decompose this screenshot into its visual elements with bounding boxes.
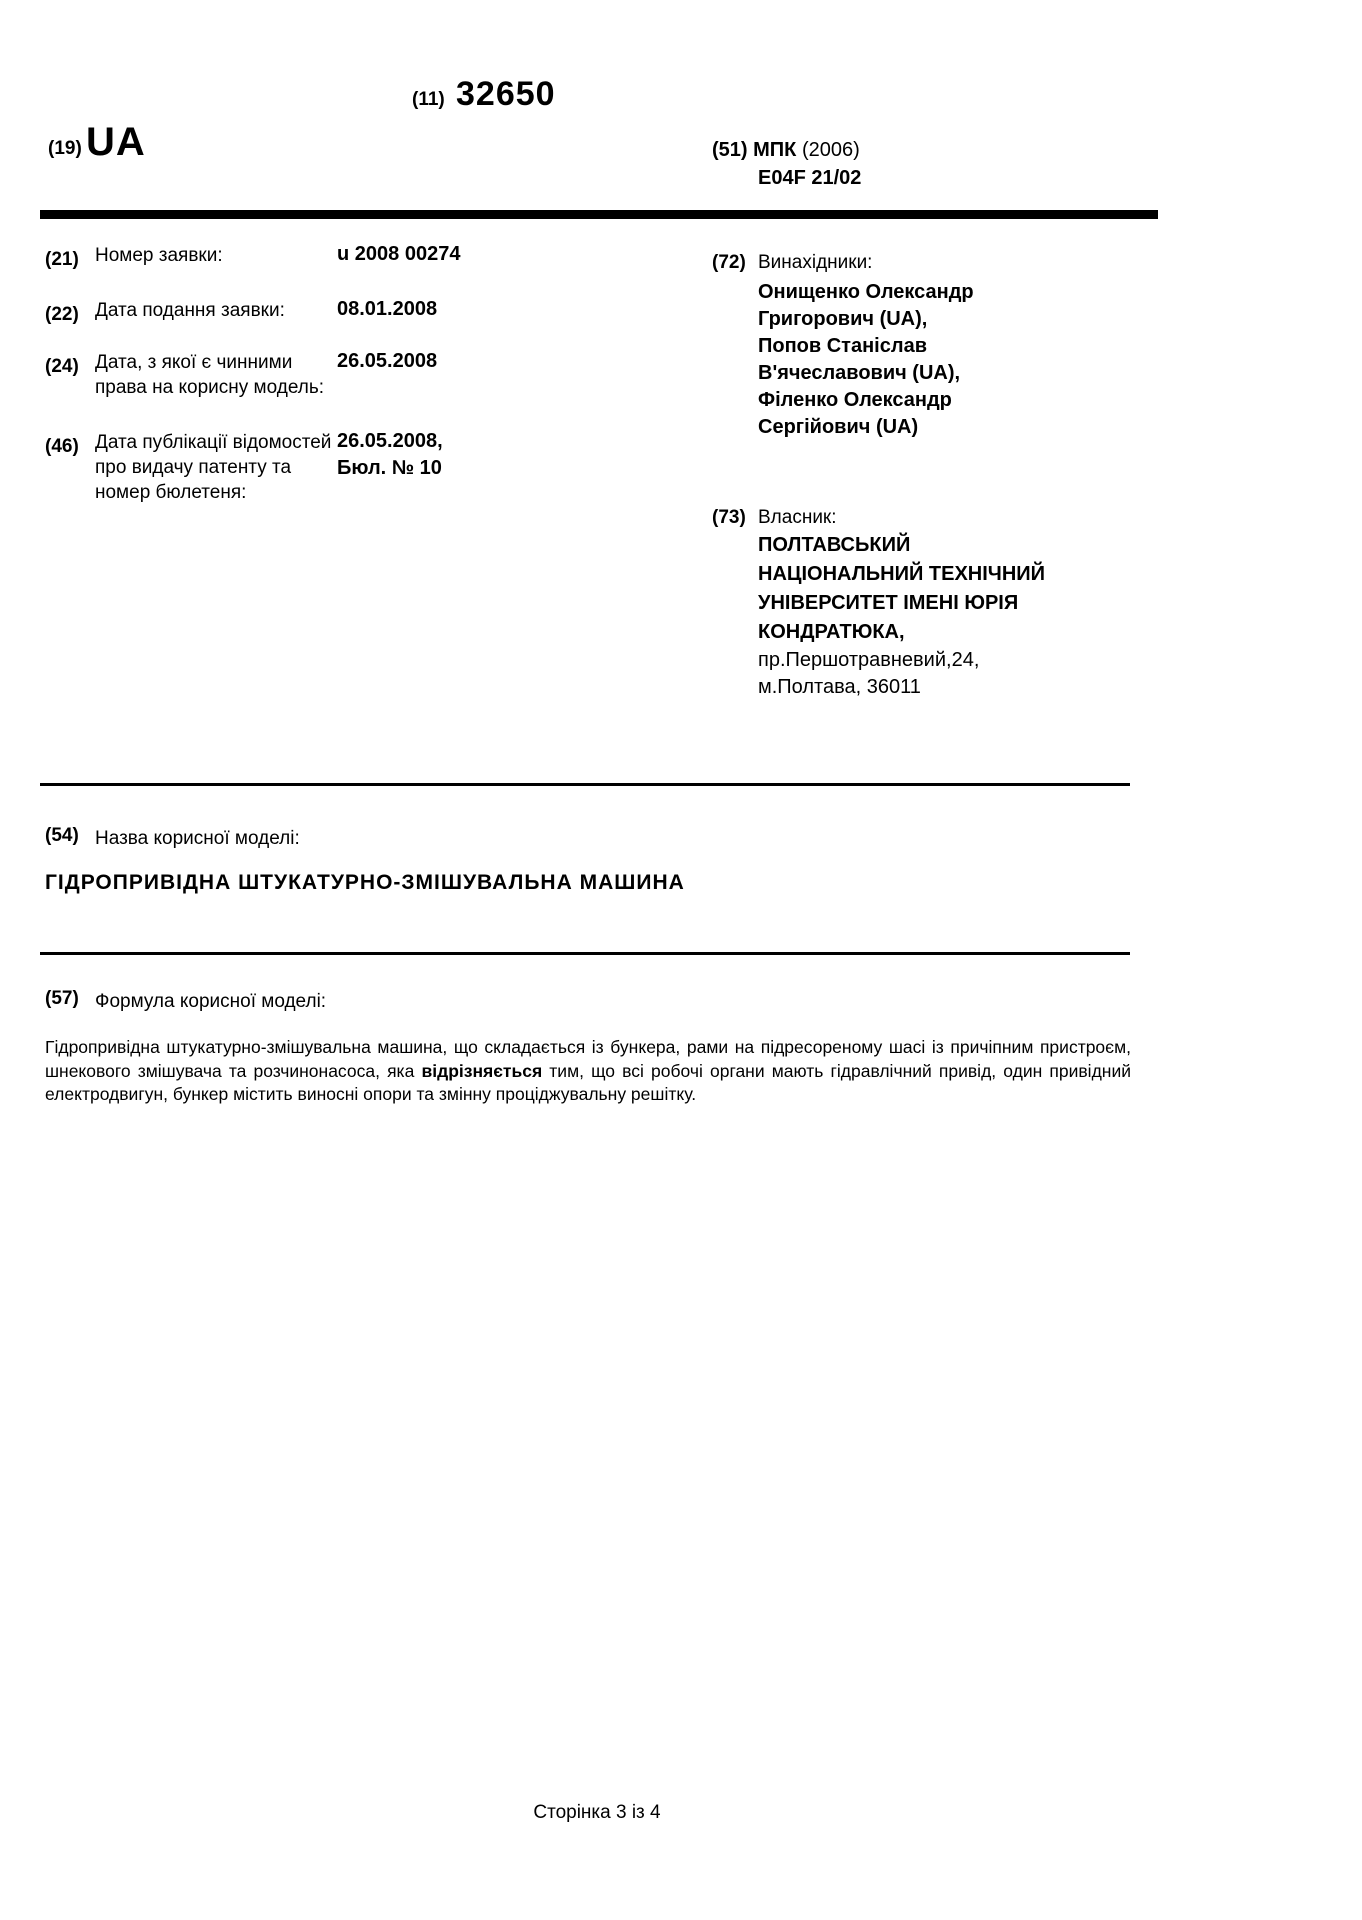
inid-code-73: (73) [712, 507, 746, 528]
inid-code-54: (54) [45, 825, 79, 846]
field-code-24: (24) [45, 356, 79, 377]
field-label-line: Номер заявки: [95, 245, 223, 266]
section-divider-rule [40, 952, 1130, 955]
field-label-46 [95, 430, 331, 505]
field-value-46 [337, 428, 443, 482]
ipc-header-line [712, 140, 860, 160]
claims-section-label: Формула корисної моделі: [95, 991, 327, 1012]
inventor-name-line: Попов Станіслав [758, 335, 927, 357]
inventor-name-line: Онищенко Олександр [758, 281, 974, 303]
title-section-label: Назва корисної моделі: [95, 828, 300, 849]
field-value-line: u 2008 00274 [337, 243, 461, 265]
inid-code-57: (57) [45, 988, 79, 1009]
inid-11-label: (11) [412, 89, 445, 110]
inventors-list [758, 279, 1130, 441]
field-code-21: (21) [45, 249, 79, 270]
owner-name-line: ПОЛТАВСЬКИЙ [758, 534, 911, 556]
owner-address-line: м.Полтава, 36011 [758, 676, 921, 698]
field-label-line: про видачу патенту та [95, 457, 292, 478]
ipc-label: МПК [753, 139, 797, 161]
claims-text [45, 1036, 1131, 1107]
ipc-year: (2006) [801, 139, 860, 161]
inid-51-label: (51) [712, 139, 748, 161]
header-rule [40, 210, 1158, 219]
field-value-22 [337, 296, 437, 323]
field-value-21 [337, 241, 460, 268]
inventor-name-line: В'ячеславович (UA), [758, 362, 961, 384]
field-label-line: номер бюлетеня: [95, 482, 247, 503]
ipc-class: E04F 21/02 [758, 167, 862, 189]
owner-address-line: пр.Першотравневий,24, [758, 649, 980, 671]
inid-code-11 [412, 90, 445, 110]
inventors-label: Винахідники: [758, 252, 873, 273]
claims-text-before: Гідропривідна штукатурно-змішувальна машина, що складається із бункера, рами на підресореному шасі із причіпним пристроєм, шнекового змішувача та розчинонасоса, яка [45, 1037, 1131, 1081]
owner-block [758, 531, 1130, 701]
field-label-line: Дата подання заявки: [95, 300, 285, 321]
field-label-24 [95, 350, 324, 400]
claims-text-bold: відрізняється [421, 1060, 543, 1081]
claims-text-after: тим, що всі робочі органи мають гідравлічний привід, один привідний електродвигун, бункер містить виносні опори та змінну проціджувальну решітку. [45, 1060, 1131, 1104]
inid-code-72: (72) [712, 252, 746, 273]
field-value-line: 26.05.2008, [337, 430, 443, 452]
document-number: 32650 [456, 75, 556, 113]
page-number: Сторінка 3 із 4 [533, 1802, 661, 1823]
field-code-22: (22) [45, 304, 79, 325]
inventor-name-line: Філенко Олександр [758, 389, 952, 411]
utility-model-title: ГІДРОПРИВІДНА ШТУКАТУРНО-ЗМІШУВАЛЬНА МАШИНА [45, 871, 685, 894]
field-code-46: (46) [45, 436, 79, 457]
field-value-line: 26.05.2008 [337, 350, 438, 372]
field-label-line: Дата публікації відомостей [95, 432, 332, 453]
inventor-name-line: Григорович (UA), [758, 308, 928, 330]
field-label-line: Дата, з якої є чинними [95, 352, 293, 373]
section-divider-rule [40, 783, 1130, 786]
field-value-line: Бюл. № 10 [337, 457, 442, 479]
country-code: UA [86, 120, 146, 164]
field-value-line: 08.01.2008 [337, 298, 438, 320]
inid-19-label: (19) [48, 138, 82, 159]
field-value-24 [337, 348, 437, 375]
owner-name-line: КОНДРАТЮКА, [758, 621, 905, 643]
field-label-21 [95, 243, 223, 268]
owner-label: Власник: [758, 507, 837, 528]
field-label-22 [95, 298, 285, 323]
field-label-line: права на корисну модель: [95, 377, 325, 398]
owner-name-line: УНІВЕРСИТЕТ ІМЕНІ ЮРІЯ [758, 592, 1019, 614]
owner-name-line: НАЦІОНАЛЬНИЙ ТЕХНІЧНИЙ [758, 563, 1046, 585]
inventor-name-line: Сергійович (UA) [758, 416, 919, 438]
inid-code-19 [48, 139, 82, 159]
